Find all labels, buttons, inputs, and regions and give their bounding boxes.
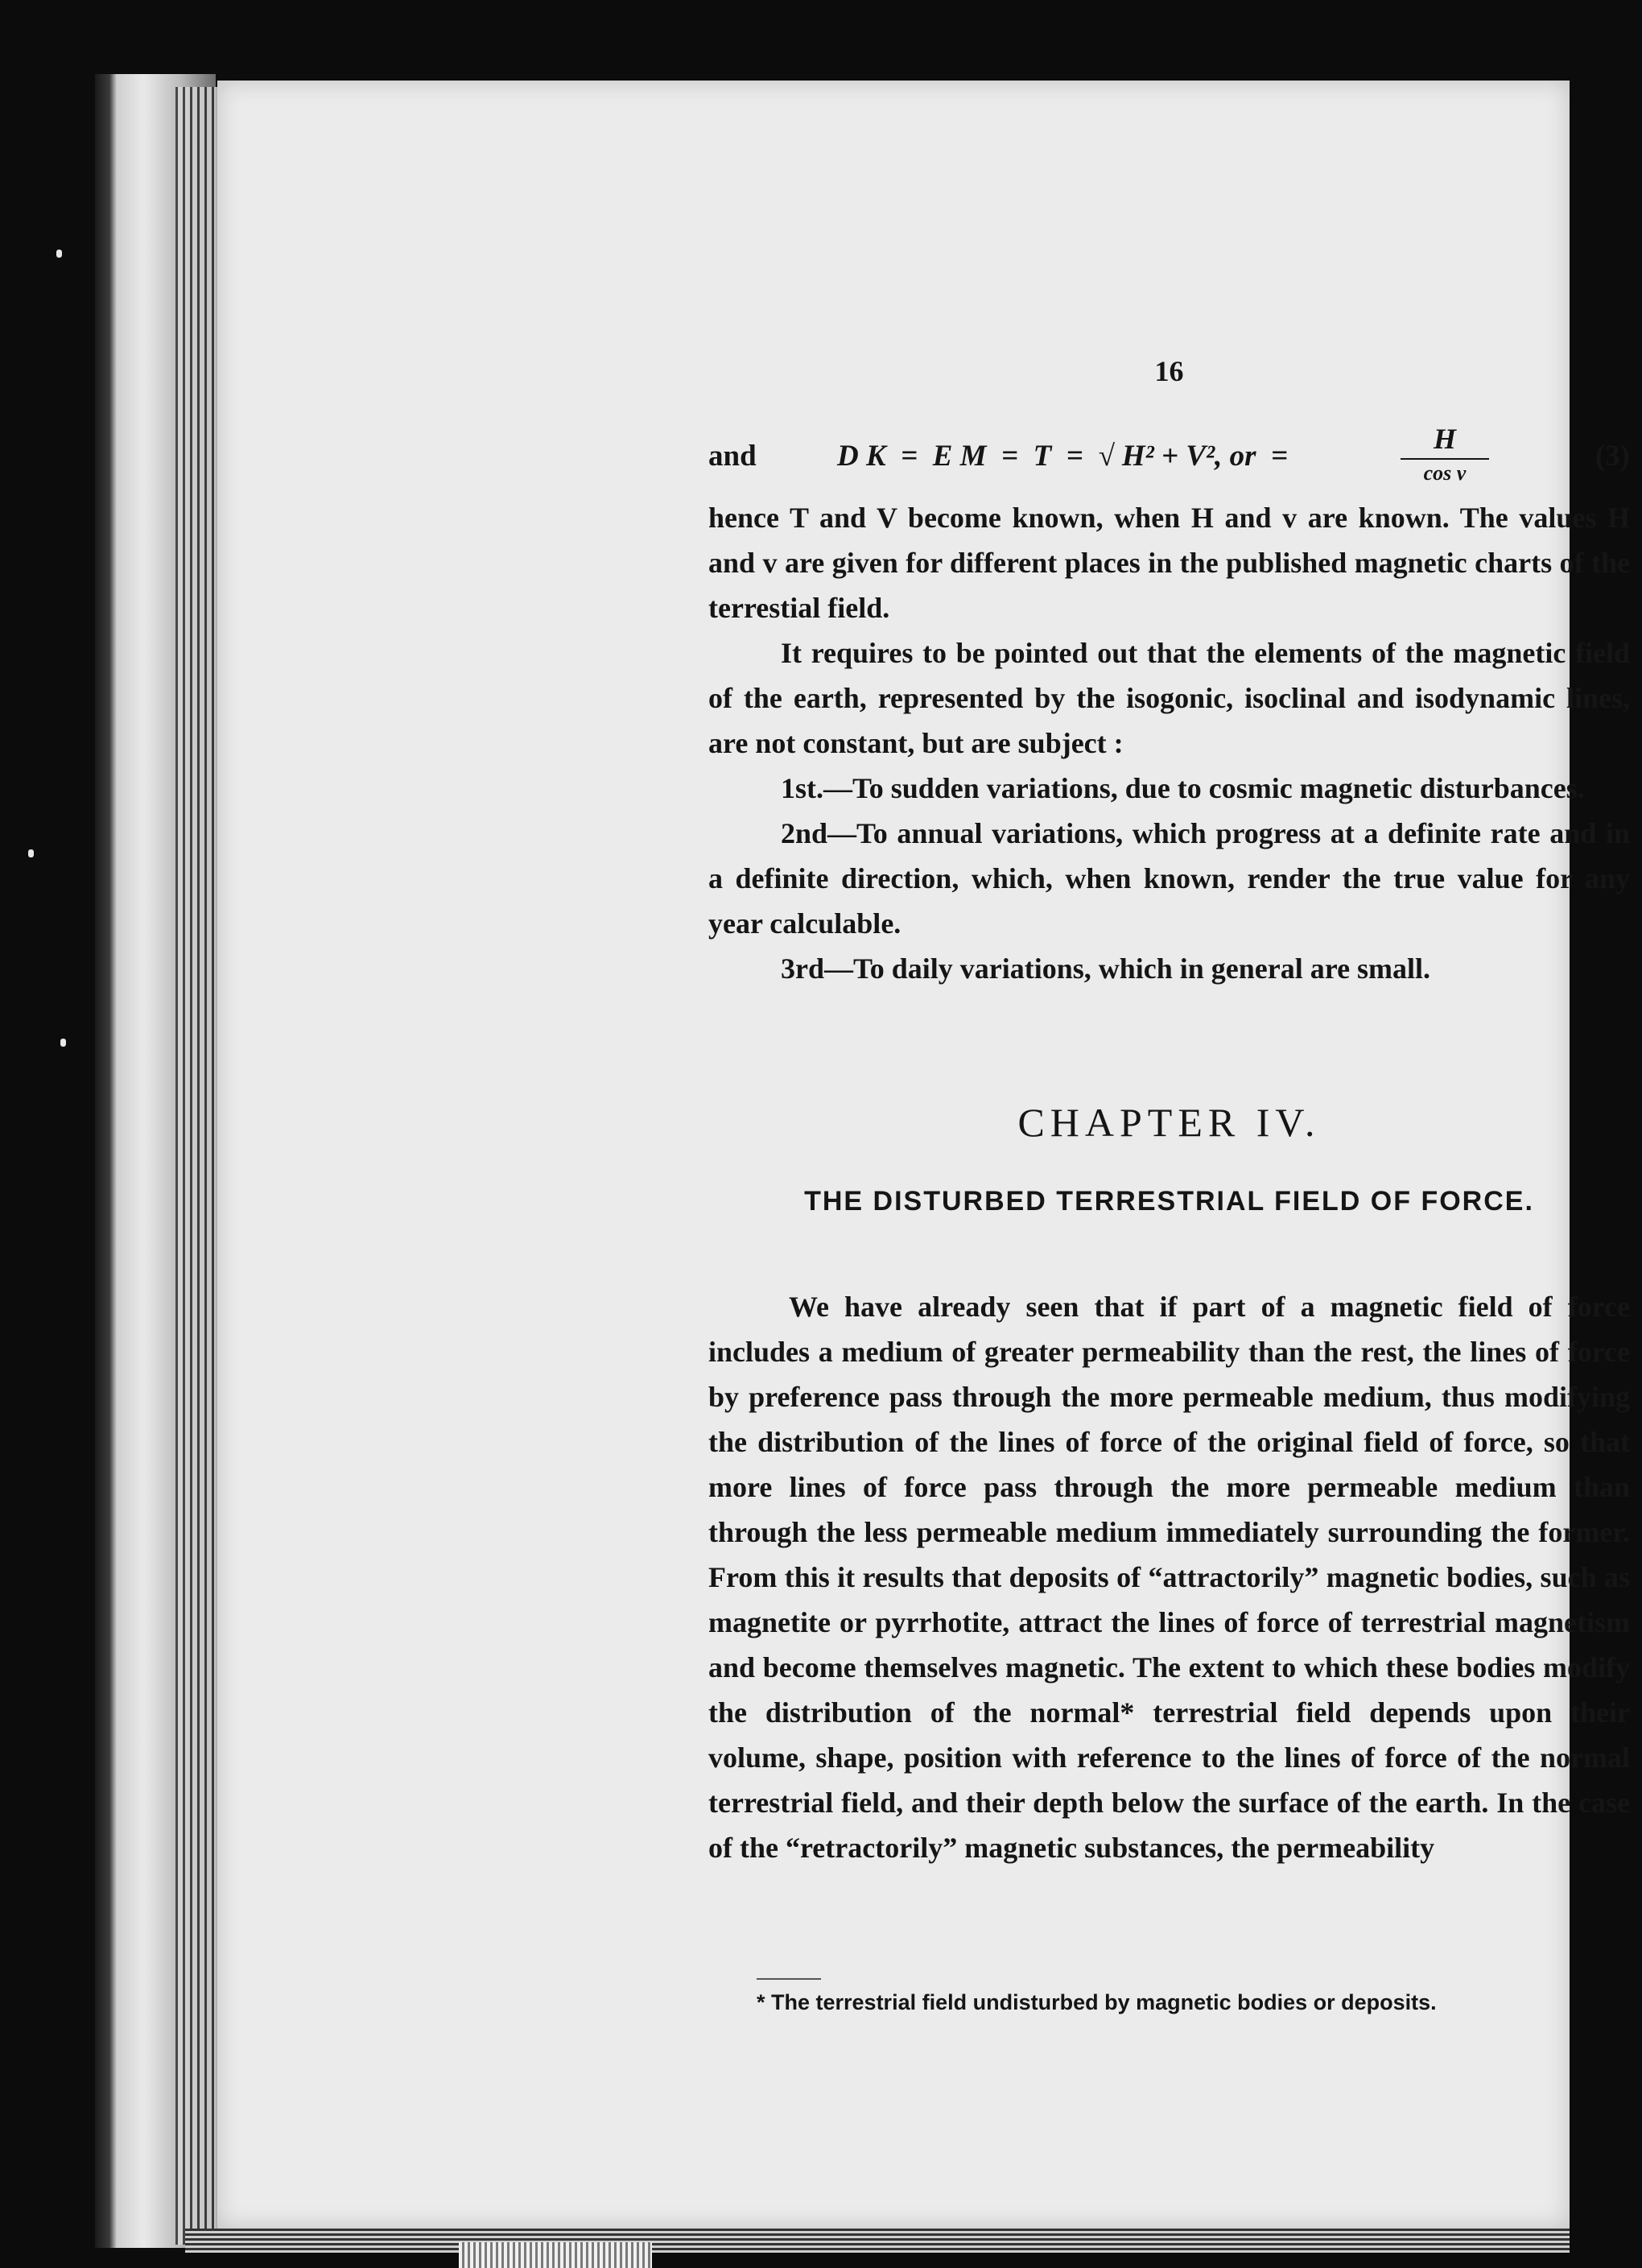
page-bottom-edge	[185, 2229, 1570, 2253]
equation-body: D K = E M = T = √ H² + V², or =	[837, 440, 1289, 473]
fraction-denominator: cos v	[1423, 461, 1467, 485]
paragraph: 3rd—To daily variations, which in general are small.	[781, 952, 1431, 985]
fraction-numerator: H	[1401, 423, 1489, 460]
chapter-heading: CHAPTER IV.	[1017, 1100, 1321, 1145]
text-block-chapter	[708, 1284, 1630, 1870]
footnote-divider	[757, 1978, 821, 1980]
chapter-title: THE DISTURBED TERRESTRIAL FIELD OF FORCE.	[804, 1186, 1534, 1217]
text-block-top	[708, 495, 1630, 991]
page-number: 16	[1154, 355, 1184, 387]
scan-speck	[56, 250, 62, 258]
paragraph: 2nd—To annual variations, which progress at a definite rate and in a definite direction, which, when known, render the true value for any year calculable.	[708, 817, 1630, 940]
paragraph: It requires to be pointed out that the elements of the magnetic field of the earth, represented by the isogonic, isoclinal and isodynamic lines, are not constant, but are subject :	[708, 637, 1630, 759]
scan-speck	[60, 1039, 66, 1047]
scan-speck	[28, 849, 34, 857]
equation-lead-word: and	[708, 440, 757, 473]
equation-3	[708, 423, 1630, 495]
book-page	[217, 81, 1630, 2229]
paragraph: hence T and V become known, when H and v are known. The values H and v are given for different places in the published magnetic charts of the terrestial field.	[708, 502, 1630, 624]
page-stack-edge	[175, 87, 224, 2245]
paragraph: We have already seen that if part of a magnetic field of force includes a medium of greater permeability than the rest, the lines of force by preference pass through the more permeable medium, thus modifying the distribution of the lines of force of the original field of force, so that more lines of force pass through the more permeable medium than through the less permeable medium immediately surrounding the former. From this it results that deposits of “attractorily” magnetic bodies, such as magnetite or pyrrhotite, attract the lines of force of terrestrial magnetism and become themselves magnetic. The extent to which these bodies modify the distribution of the normal* terrestrial field depends upon their volume, shape, position with reference to the lines of force of the normal terrestrial field, and their depth below the surface of the earth. In the case of the “retractorily” magnetic substances, the permeability	[708, 1291, 1630, 1864]
equation-fraction	[1401, 423, 1489, 487]
paragraph: 1st.—To sudden variations, due to cosmic magnetic disturbances.	[781, 772, 1585, 804]
footnote: * The terrestrial field undisturbed by magnetic bodies or deposits.	[757, 1990, 1437, 2014]
equation-number: (3)	[1595, 440, 1630, 473]
binding-tab	[459, 2242, 652, 2268]
